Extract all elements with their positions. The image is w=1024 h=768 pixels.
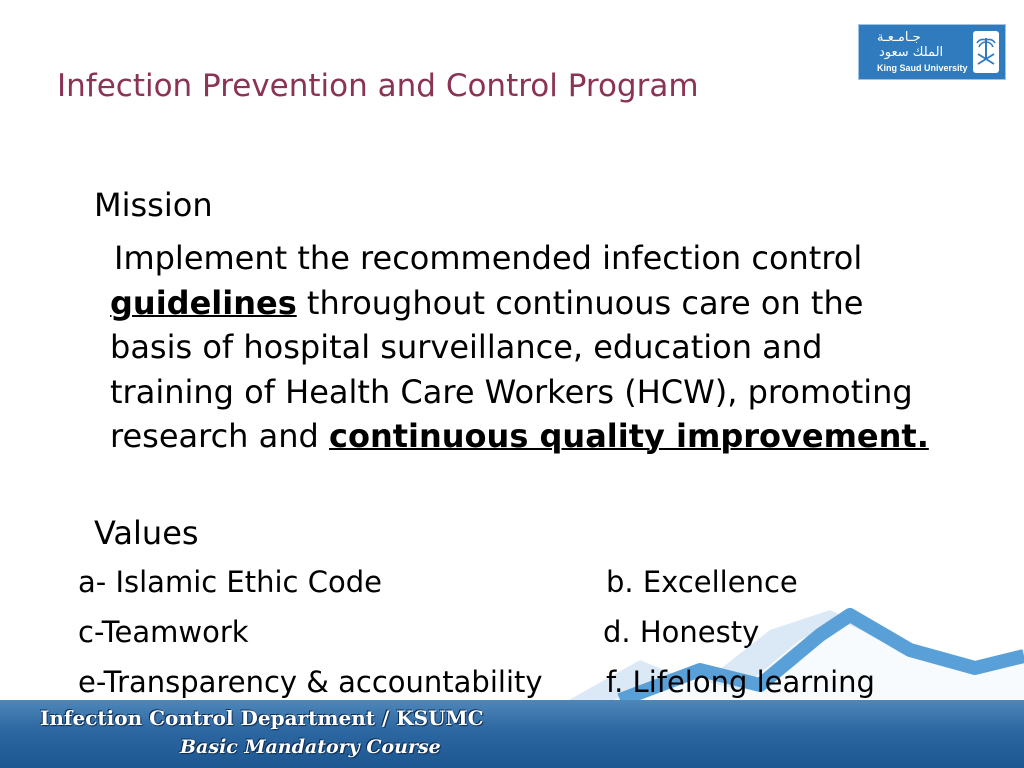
value-item: c-Teamwork [78, 615, 249, 649]
ksu-logo [858, 24, 1006, 80]
mission-paragraph [110, 236, 930, 459]
logo-arabic-line2: الملك سعود [879, 45, 944, 60]
palm-swords-emblem-icon [973, 31, 999, 73]
value-item: b. Excellence [606, 565, 798, 599]
mission-bold-cqi: continuous quality improvement. [328, 417, 929, 455]
mission-heading: Mission [94, 186, 213, 224]
mission-bold-guidelines: guidelines [110, 283, 297, 322]
logo-arabic-line1: جـامـعـة [877, 30, 921, 45]
value-item: f. Lifelong learning [606, 665, 875, 699]
logo-english-name: King Saud University [877, 63, 968, 73]
slide-title: Infection Prevention and Control Program [57, 68, 699, 104]
footer-banner [0, 700, 1024, 768]
value-item: d. Honesty [603, 615, 760, 649]
footer-course: Basic Mandatory Course [180, 736, 441, 758]
value-item: a- Islamic Ethic Code [78, 565, 382, 599]
mission-text-1: Implement the recommended infection control [114, 239, 863, 277]
mission-text-2: throughout continuous care on the basis of hospital surveillance, education and training of Health Care Workers (HCW), promoting research and [110, 283, 913, 455]
values-heading: Values [94, 514, 199, 552]
value-item: e-Transparency & accountability [78, 665, 543, 699]
footer-department: Infection Control Department / KSUMC [40, 706, 484, 730]
